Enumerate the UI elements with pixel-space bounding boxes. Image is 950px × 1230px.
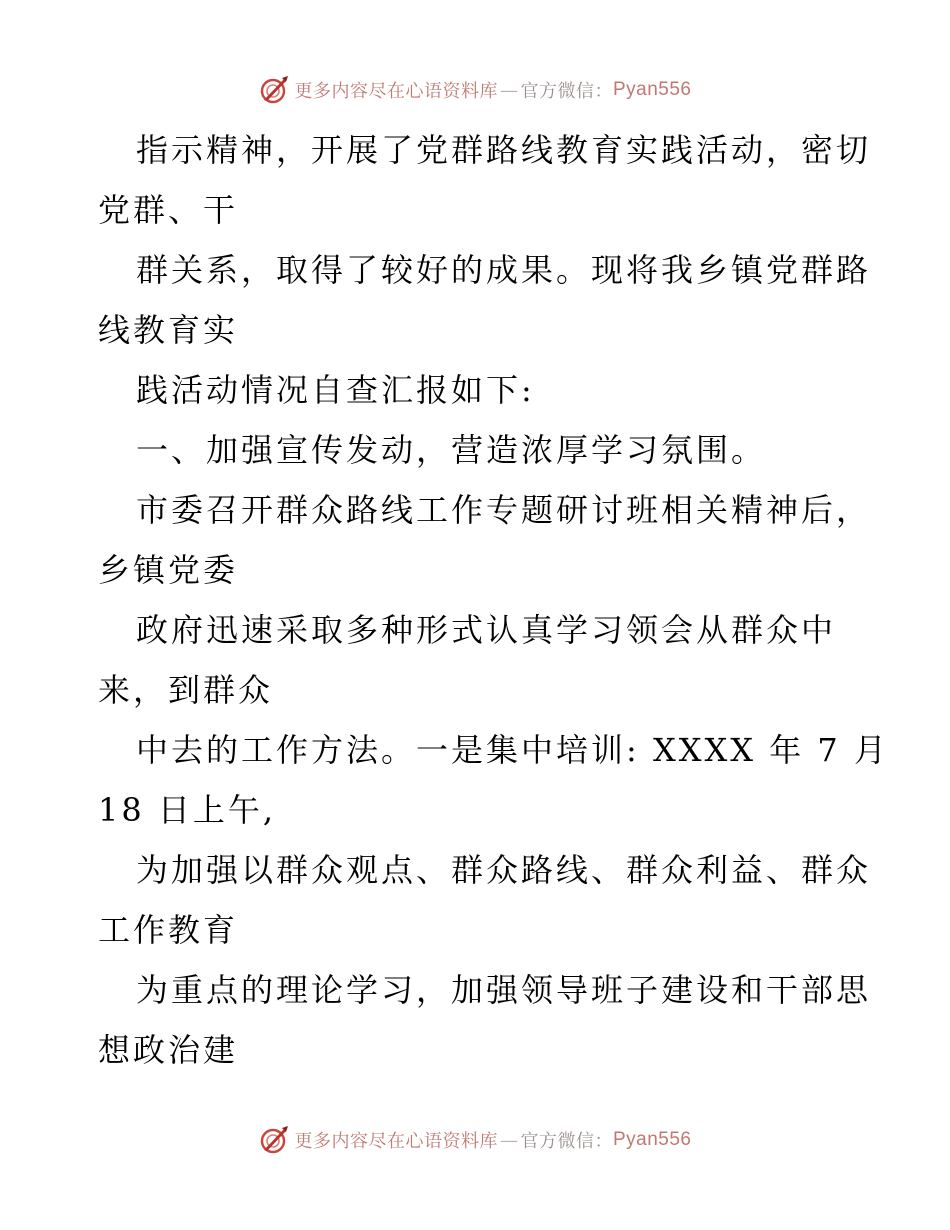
body-line: 指示精神，开展了党群路线教育实践活动，密切	[136, 131, 872, 169]
body-line: 践活动情况自查汇报如下:	[136, 371, 535, 409]
body-line: 18 日上午,	[98, 791, 277, 829]
section-heading: 一、加强宣传发动，营造浓厚学习氛围。	[136, 431, 767, 469]
footer-wechat-id: Pyan556	[612, 1129, 692, 1150]
document-body	[98, 120, 889, 1080]
quill-pen-logo-icon	[258, 74, 290, 106]
body-line: 来，到群众	[98, 671, 274, 709]
header-wechat-label: 官方微信：	[520, 81, 613, 102]
body-line: 乡镇党委	[98, 551, 239, 589]
body-line: 中去的工作方法。一是集中培训: XXXX 年 7 月	[136, 731, 889, 769]
footer-banner	[0, 1122, 950, 1158]
footer-brand-text: 更多内容尽在心语资料库	[294, 1131, 498, 1152]
body-line: 为重点的理论学习，加强领导班子建设和干部思	[136, 971, 872, 1009]
body-line: 工作教育	[98, 911, 239, 949]
header-banner	[0, 72, 950, 108]
quill-pen-logo-icon	[258, 1124, 290, 1156]
body-line: 党群、干	[98, 191, 239, 229]
body-line: 市委召开群众路线工作专题研讨班相关精神后，	[136, 491, 872, 529]
footer-wechat-label: 官方微信：	[520, 1131, 613, 1152]
body-line: 想政治建	[98, 1031, 239, 1069]
header-brand-text: 更多内容尽在心语资料库	[294, 81, 498, 102]
body-line: 群关系，取得了较好的成果。现将我乡镇党群路	[136, 251, 872, 289]
body-line: 为加强以群众观点、群众路线、群众利益、群众	[136, 851, 872, 889]
footer-separator: —	[499, 1129, 519, 1151]
header-wechat-id: Pyan556	[612, 79, 692, 100]
header-separator: —	[499, 79, 519, 101]
body-line: 政府迅速采取多种形式认真学习领会从群众中	[136, 611, 837, 649]
body-line: 线教育实	[98, 311, 239, 349]
